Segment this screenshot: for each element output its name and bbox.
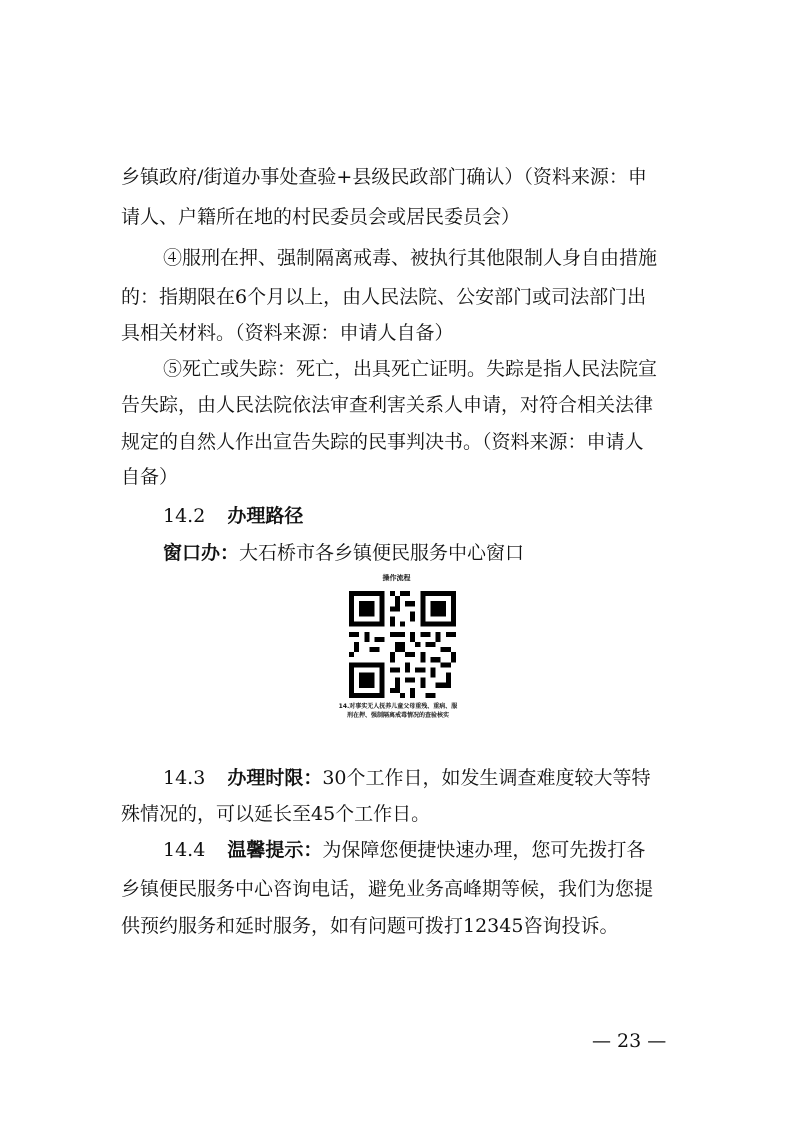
qr-caption-line-2: 刑在押、强制隔离戒毒情况的查验核实: [346, 712, 449, 719]
line-4: 的：指期限在6个月以上，由人民法院、公安部门或司法部门出: [121, 286, 647, 308]
line-6: ⑤死亡或失踪：死亡，出具死亡证明。失踪是指人民法院宣: [163, 358, 658, 380]
section-number: 14.3: [163, 767, 206, 789]
section-text: 30个工作日，如发生调查难度较大等特: [322, 767, 651, 789]
section-text: 为保障您便捷快速办理，您可先拨打各: [322, 839, 646, 861]
section-14-4-cont-1: 乡镇便民服务中心咨询电话，避免业务高峰期等候，我们为您提: [121, 878, 654, 900]
section-title: 温馨提示：: [227, 839, 323, 861]
section-number: 14.2: [163, 505, 206, 527]
qr-code-image[interactable]: [349, 591, 456, 698]
line-1: 乡镇政府/街道办事处查验+县级民政部门确认）（资料来源：申: [121, 166, 647, 188]
section-14-4-cont-2: 供预约服务和延时服务，如有问题可拨打12345咨询投诉。: [121, 915, 619, 937]
section-14-4: [163, 835, 723, 862]
line-5: 具相关材料。（资料来源：申请人自备）: [121, 322, 454, 344]
qr-title: 操作流程: [382, 574, 411, 582]
window-text: 大石桥市各乡镇便民服务中心窗口: [239, 542, 525, 564]
line-3: ④服刑在押、强制隔离戒毒、被执行其他限制人身自由措施: [163, 247, 658, 269]
qr-caption: [318, 702, 478, 720]
window-label: 窗口办：: [163, 542, 240, 564]
line-7: 告失踪，由人民法院依法审查利害关系人申请，对符合相关法律: [121, 394, 654, 416]
section-14-3: [163, 763, 723, 790]
section-number: 14.4: [163, 839, 206, 861]
line-8: 规定的自然人作出宣告失踪的民事判决书。（资料来源：申请人: [121, 431, 644, 453]
section-14-3-cont: 殊情况的，可以延长至45个工作日。: [121, 803, 431, 825]
page-number: — 23 —: [592, 1030, 667, 1052]
section-14-2: [163, 501, 723, 528]
window-line: [163, 538, 723, 565]
line-2: 请人、户籍所在地的村民委员会或居民委员会）: [121, 206, 521, 228]
section-title: 办理路径: [227, 505, 304, 527]
section-title: 办理时限：: [227, 767, 323, 789]
line-9: 自备）: [121, 466, 179, 488]
qr-caption-line-1: 14.对事实无人抚养儿童父母重残、重病、服: [338, 703, 458, 710]
